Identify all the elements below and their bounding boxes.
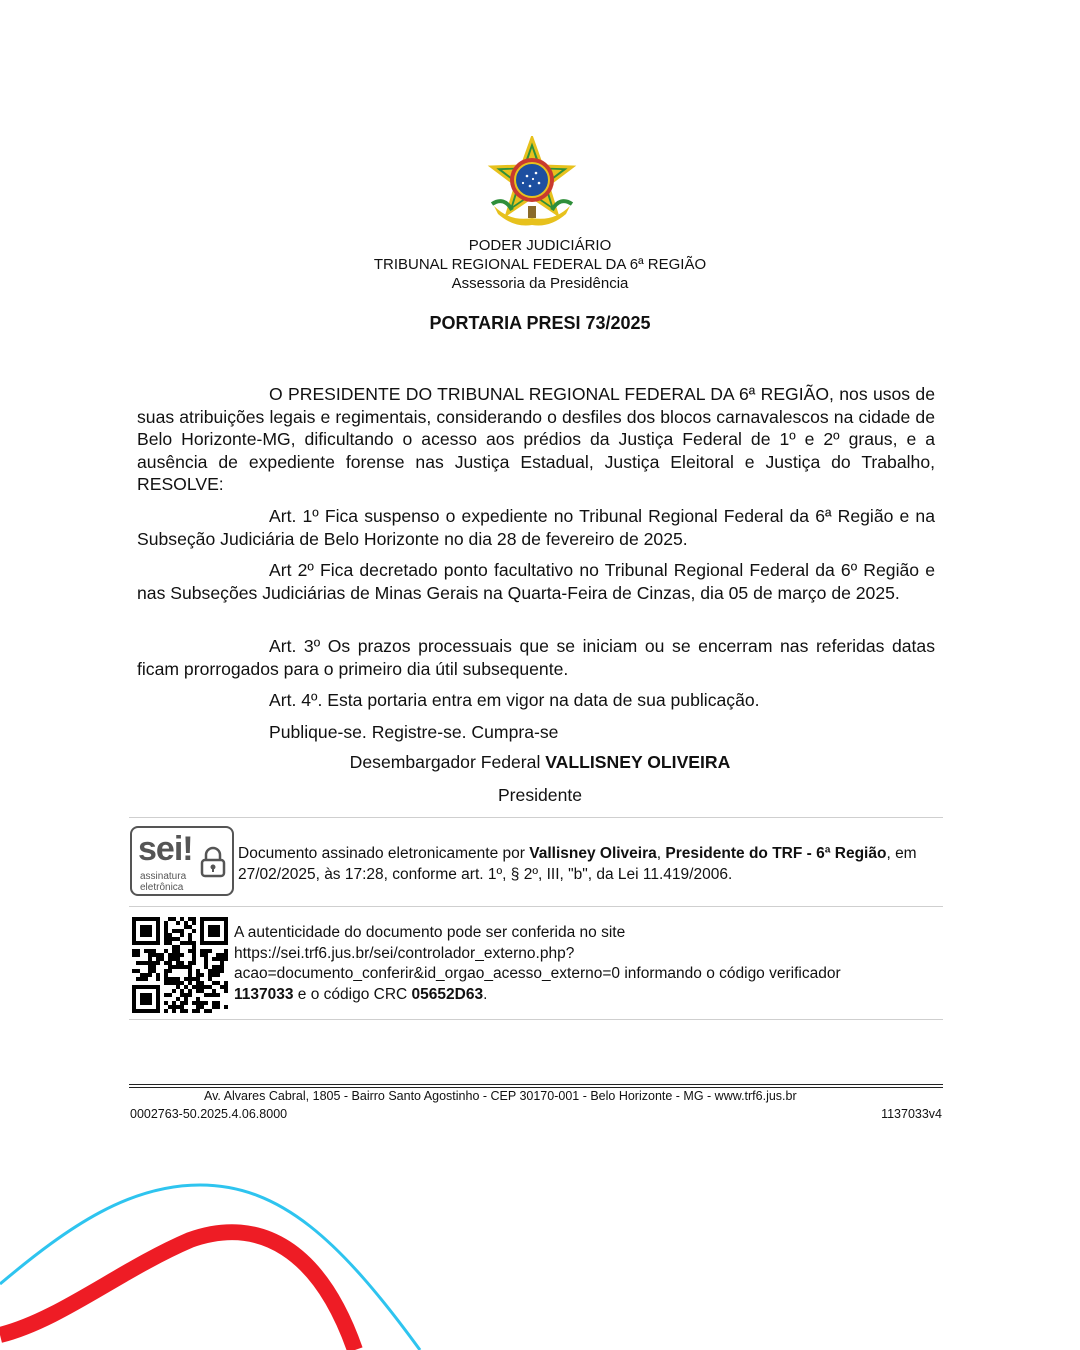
blue-wave [0,1185,420,1350]
signer-name-bold: Vallisney Oliveira [529,845,657,862]
signer-line [0,752,1080,773]
article-1: Art. 1º Fica suspenso o expediente no Tribunal Regional Federal da 6ª Região e na Subseção Judiciária de Belo Horizonte no dia 28 de fevereiro de 2025. [137,506,935,549]
divider [129,817,943,818]
crc-code: 05652D63 [411,985,484,1003]
coat-of-arms-emblem [486,136,578,230]
article-3: Art. 3º Os prazos processuais que se iniciam ou se encerram nas referidas datas ficam prorrogados para o primeiro dia útil subsequente. [137,636,935,679]
lock-icon [200,846,226,878]
article-4: Art. 4º. Esta portaria entra em vigor na data de sua publicação. [269,690,760,710]
auth-codes: 1137033 e o código CRC 05652D63. [234,985,488,1003]
divider [129,906,943,907]
footer-address: Av. Alvares Cabral, 1805 - Bairro Santo Agostinho - CEP 30170-001 - Belo Horizonte - MG - www.trf6.jus.br [204,1089,797,1103]
intro-paragraph: O PRESIDENTE DO TRIBUNAL REGIONAL FEDERAL DA 6ª REGIÃO, nos usos de suas atribuições legais e regimentais, considerando o desfiles dos blocos carnavalescos na cidade de Belo Horizonte-MG, dificultando o acesso aos prédios da Justiça Federal de 1º e 2º graus, e a ausência de expediente forense nas Justiça Estadual, Justiça Eleitoral e Justiça do Trabalho, RESOLVE: [137,384,935,494]
article-2: Art 2º Fica decretado ponto facultativo no Tribunal Regional Federal da 6º Região e nas Subseções Judiciárias de Minas Gerais na Quarta-Feira de Cinzas, dia 05 de março de 2025. [137,560,935,603]
divider [129,1019,943,1020]
sei-logo-sub1: assinatura [140,871,187,882]
document-title: PORTARIA PRESI 73/2025 [429,313,651,333]
document-version: 1137033v4 [881,1107,942,1121]
auth-line-1: A autenticidade do documento pode ser conferida no site [234,924,626,941]
authenticity-statement [234,923,934,1005]
qr-code [132,917,228,1013]
signer-name: VALLISNEY OLIVEIRA [545,752,731,772]
signer-role: Presidente [497,785,583,805]
process-number: 0002763-50.2025.4.06.8000 [130,1107,288,1121]
header-court: TRIBUNAL REGIONAL FEDERAL DA 6ª REGIÃO [373,256,707,273]
footer-rule [129,1084,943,1088]
decorative-waves [0,1170,1080,1350]
header-department: Assessoria da Presidência [451,275,629,292]
signer-role-bold: Presidente do TRF - 6ª Região [665,845,887,862]
red-wave [0,1232,355,1350]
signer-prefix: Desembargador Federal [349,752,541,772]
auth-url[interactable]: https://sei.trf6.jus.br/sei/controlador_externo.php? [234,944,575,962]
verifier-code: 1137033 [234,985,294,1003]
sei-signature-logo [130,826,234,896]
sei-logo-text: sei! [138,830,193,868]
header-judiciary: PODER JUDICIÁRIO [468,237,612,254]
signature-statement: Documento assinado eletronicamente por Vallisney Oliveira, Presidente do TRF - 6ª Região, em 27/02/2025, às 17:28, conforme art. 1º, § 2º, III, "b", da Lei 11.419/2006. [238,845,917,883]
sei-logo-sub2: eletrônica [140,882,184,893]
auth-line-3: acao=documento_conferir&id_orgao_acesso_externo=0 informando o código verificador [234,965,841,982]
publish-line: Publique-se. Registre-se. Cumpra-se [269,722,559,742]
